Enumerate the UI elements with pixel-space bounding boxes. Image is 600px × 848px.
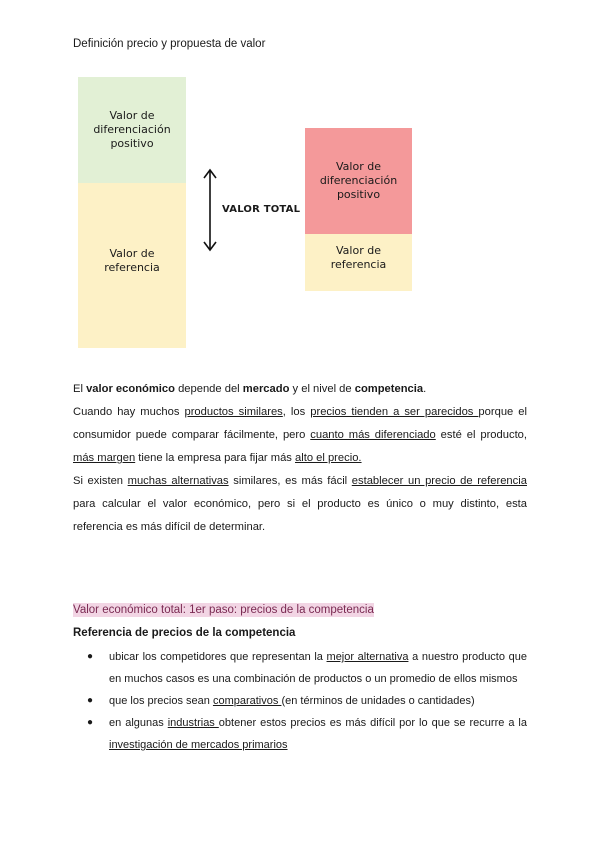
- text: , los: [282, 406, 311, 418]
- right-differentiation-box: [305, 128, 412, 234]
- underlined-term: establecer un precio de referencia: [351, 475, 527, 487]
- underlined-term: cuanto más diferenciado: [310, 429, 436, 441]
- left-differentiation-box: [78, 77, 186, 183]
- text: en algunas: [109, 717, 168, 729]
- sentence-1: [73, 378, 527, 401]
- text: Cuando hay muchos: [73, 406, 185, 418]
- double-arrow-icon: [200, 167, 220, 253]
- bold-term: competencia: [354, 383, 424, 395]
- right-reference-label: Valor de referencia: [330, 243, 387, 271]
- text: para calcular el valor económico, pero si el producto es único o muy distinto, esta referencia es más difícil de determinar.: [73, 498, 527, 533]
- text: esté el producto,: [435, 429, 528, 441]
- underlined-term: investigación de mercados primarios: [109, 739, 288, 751]
- text: que los precios sean: [109, 695, 213, 707]
- underlined-term: industrias: [167, 717, 219, 729]
- right-reference-box: [305, 234, 412, 291]
- underlined-term: más margen: [73, 452, 136, 464]
- text: Si existen: [73, 475, 128, 487]
- underlined-term: comparativos: [212, 695, 282, 707]
- list-item: [73, 712, 527, 756]
- text: porque el consumidor puede comparar fácilmente, pero: [73, 406, 527, 441]
- intro-paragraphs: [73, 378, 527, 539]
- right-value-bar: [305, 128, 412, 291]
- bullet-icon: ●: [87, 651, 94, 662]
- list-item: [73, 646, 527, 690]
- text: depende del: [174, 383, 243, 395]
- left-reference-box: [78, 183, 186, 348]
- text: tiene la empresa para fijar más: [135, 452, 295, 464]
- text: a nuestro producto que en muchos casos es una combinación de productos o un promedio de ellos mismos: [109, 651, 527, 685]
- underlined-term: precios tienden a ser parecidos: [310, 406, 479, 418]
- text: El: [73, 383, 87, 395]
- text: obtener estos precios es más difícil por lo que se recurre a la: [218, 717, 527, 729]
- left-reference-label: Valor de referencia: [104, 246, 160, 274]
- bold-term: mercado: [242, 383, 290, 395]
- left-value-bar: [78, 77, 186, 348]
- text: ubicar los competidores que representan la: [109, 651, 327, 663]
- total-value-label: VALOR TOTAL: [222, 204, 301, 215]
- page-title: Definición precio y propuesta de valor: [73, 38, 266, 50]
- sentence-2: [73, 401, 527, 470]
- text: .: [423, 383, 427, 395]
- underlined-term: alto el precio.: [295, 452, 362, 464]
- underlined-term: muchas alternativas: [127, 475, 229, 487]
- bullet-icon: ●: [87, 717, 94, 728]
- bullet-list: [73, 646, 527, 756]
- sentence-3: [73, 470, 527, 539]
- underlined-term: productos similares: [184, 406, 283, 418]
- right-differentiation-label: Valor de diferenciación positivo: [319, 160, 398, 201]
- section-heading-highlighted: Valor económico total: 1er paso: precios de la competencia: [73, 604, 374, 616]
- text: y el nivel de: [289, 383, 355, 395]
- subsection-heading: Referencia de precios de la competencia: [73, 627, 296, 639]
- list-item: [73, 690, 527, 712]
- underlined-term: mejor alternativa: [326, 651, 409, 663]
- bold-term: valor económico: [86, 383, 175, 395]
- text: (en términos de unidades o cantidades): [281, 695, 475, 707]
- left-differentiation-label: Valor de diferenciación positivo: [93, 109, 171, 150]
- text: similares, es más fácil: [228, 475, 352, 487]
- bullet-icon: ●: [87, 695, 94, 706]
